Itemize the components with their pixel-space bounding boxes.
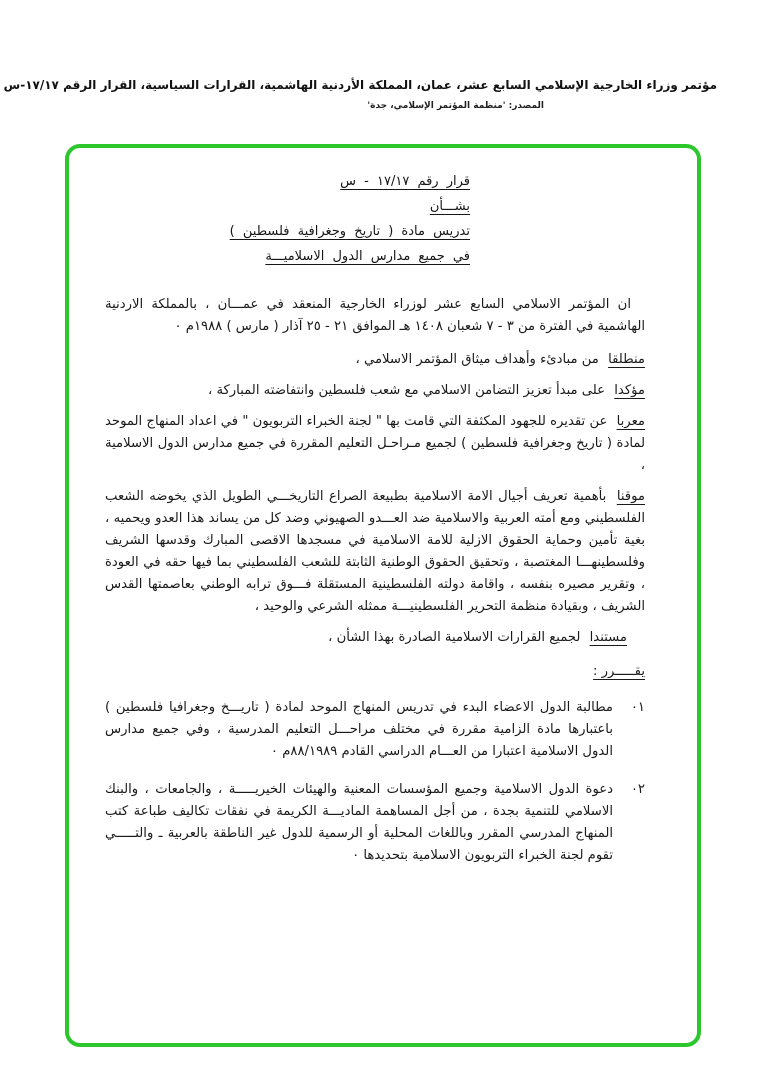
- subject-title-line2: في جميع مدارس الدول الاسلاميـــة: [265, 249, 470, 264]
- clause-muqinan: [105, 486, 645, 618]
- resolution-item-1: [105, 697, 645, 763]
- clause-text: لجميع القرارات الاسلامية الصادرة بهذا الشأن ،: [328, 630, 581, 645]
- clause-lead: مستندا: [589, 630, 627, 645]
- decides-heading: [105, 661, 645, 683]
- title-block: [230, 170, 470, 268]
- document-header-line: مؤتمر وزراء الخارجية الإسلامي السابع عشر، عمان، المملكة الأردنية الهاشمية، القرارات السياسية، القرار الرقم ١٧/١٧-س: [3, 78, 717, 92]
- decides-label: يقـــــرر :: [593, 664, 645, 679]
- clause-text: على مبدأ تعزيز التضامن الاسلامي مع شعب فلسطين وانتفاضته المباركة ،: [208, 383, 606, 398]
- clause-text: عن تقديره للجهود المكثفة التي قامت بها " لجنة الخبراء التربويون " في اعداد المنهاج الموحد لمادة ( تاريخ وجغرافية فلسطين ) لجميع مـراحـل التعليم المقررة في جميع مدارس الدول الاسلامية ،: [105, 414, 645, 473]
- item-marker: ٠١: [630, 700, 645, 715]
- clause-mustanidan: [105, 627, 645, 649]
- clause-montaliqan: [105, 349, 645, 371]
- source-line: المصدر: 'منظمة المؤتمر الإسلامي، جدة': [367, 101, 544, 111]
- item-marker: ٠٢: [630, 782, 645, 797]
- clause-muakkidan: [105, 380, 645, 402]
- item-text: دعوة الدول الاسلامية وجميع المؤسسات المعنية والهيئات الخيريـــــة ، والجامعات ، والبنك الاسلامي للتنمية بجدة ، من أجل المساهمة الماديـــة الكريمة في نفقات تكاليف طباعة كتب المنهاج المدرسي المقرر وباللغات المحلية أو الرسمية للدول غير الناطقة بالعربية ـ والتـــــي تقوم لجنة الخبراء التربويون الاسلامية بتحديدها ٠: [105, 782, 613, 863]
- clause-muriban: [105, 411, 645, 477]
- clause-lead: موقنا: [616, 489, 645, 504]
- resolution-item-2: [105, 779, 645, 867]
- preamble-paragraph: ان المؤتمر الاسلامي السابع عشر لوزراء الخارجية المنعقد في عمـــان ، بالمملكة الاردنية الهاشمية في الفترة من ٣ - ٧ شعبان ١٤٠٨ هـ الموافق ٢١ - ٢٥ آذار ( مارس ) ١٩٨٨م ٠: [105, 297, 645, 334]
- item-text: مطالبة الدول الاعضاء البدء في تدريس المنهاج الموحد لمادة ( تاريـــخ وجغرافيا فلسطين ) باعتبارها مادة الزامية مقررة في مختلف مراحـــل التعليم المدرسية ، وفي جميع مدارس الدول الاسلامية اعتبارا من العـــام الدراسي القادم ٨٨/١٩٨٩م ٠: [105, 700, 613, 759]
- regarding-title: بشـــأن: [429, 199, 470, 214]
- subject-title-line1: تدريس مادة ( تاريخ وجغرافية فلسطين ): [229, 224, 470, 239]
- clause-lead: معربا: [616, 414, 645, 429]
- clause-text: بأهمية تعريف أجيال الامة الاسلامية بطبيعة الصراع التاريخـــي الطويل الذي يخوضه الشعب الفلسطيني ومع أمته العربية والاسلامية ضد العـــدو الصهيوني وضد كل من يساند هذا العدو ويحميه ، بغية تأمين وحماية الحقوق الازلية للامة الاسلامية في مسجدها الاقصى المبارك وقدسها الشريف وفلسطينهـــا المغتصبة ، وتحقيق الحقوق الوطنية الثابتة للشعب الفلسطيني بما فيها حقه في العودة ، وتقرير مصيره بنفسه ، واقامة دولته الفلسطينية المستقلة فـــوق ترابه الوطني بعاصمتها القدس الشريف ، وبقيادة منظمة التحرير الفلسطينيـــة ممثله الشرعي والوحيد ،: [105, 489, 645, 614]
- document-frame: [65, 144, 701, 1047]
- clause-text: من مبادئء وأهداف ميثاق المؤتمر الاسلامي ،: [355, 352, 599, 367]
- clause-lead: منطلقا: [608, 352, 645, 367]
- resolution-number-title: قرار رقم ١٧/١٧ - س: [340, 174, 470, 189]
- clause-lead: مؤكدا: [614, 383, 645, 398]
